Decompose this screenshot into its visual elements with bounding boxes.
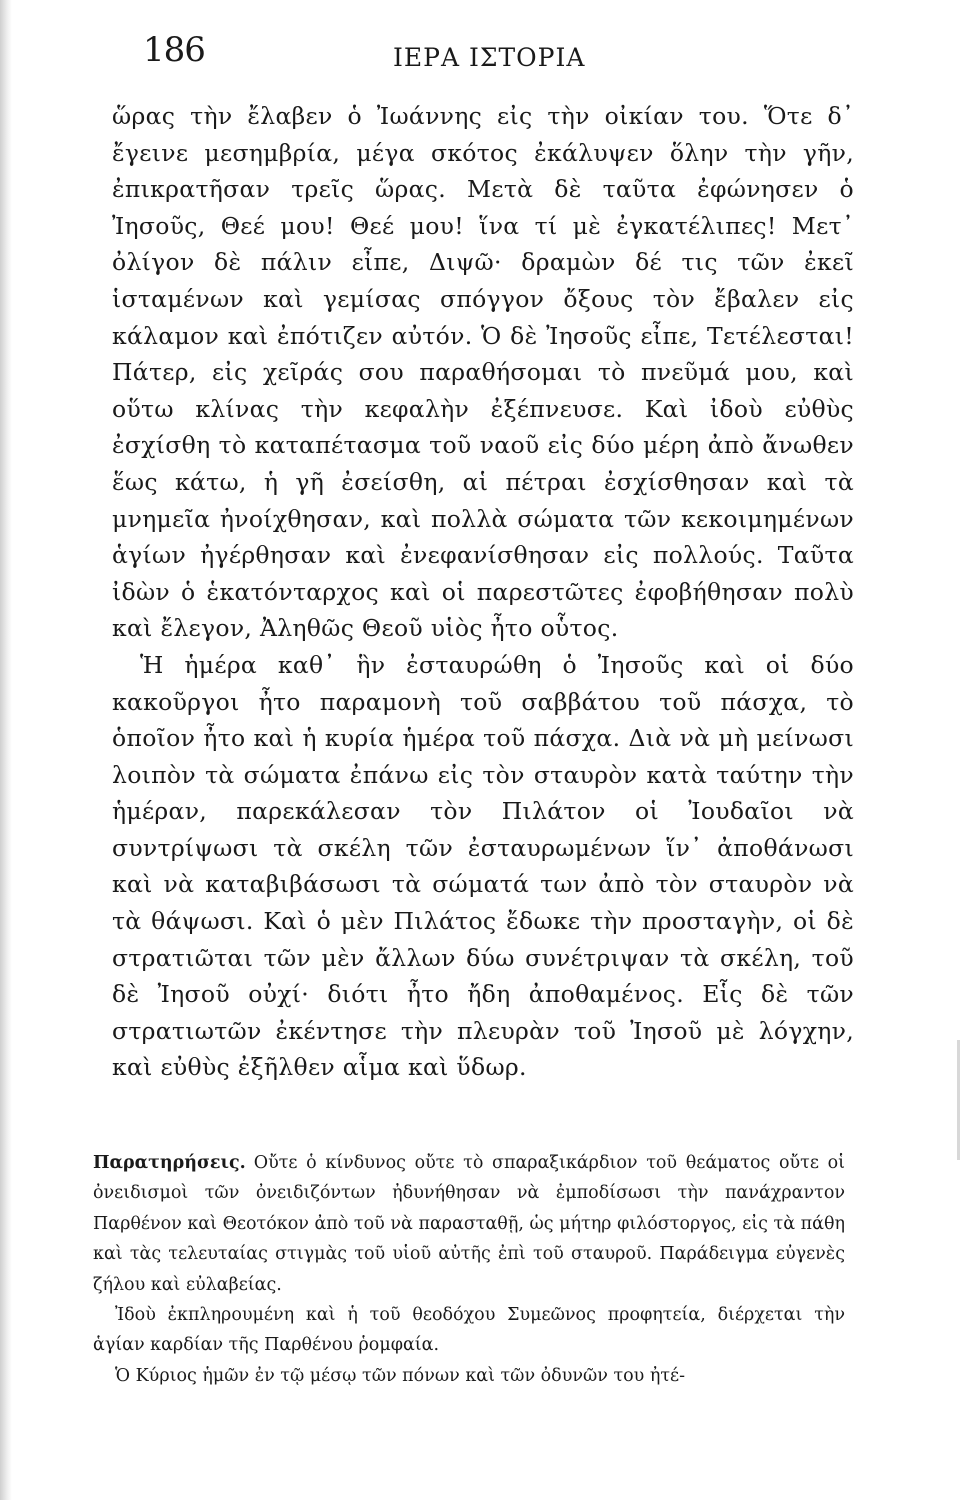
note-paragraph <box>93 1148 845 1300</box>
main-text <box>112 98 854 1086</box>
notes-section <box>93 1148 845 1391</box>
note-text: Οὔτε ὁ κίνδυνος οὔτε τὸ σπαραξικάρδιον τοῦ θεάματος οὔτε οἱ ὀνειδισμοὶ τῶν ὀνειδιζόντων ἠδυνήθησαν νὰ ἐμποδίσωσι τὴν πανάχραντον Παρθένον καὶ Θεοτόκον ἀπὸ τοῦ νὰ παρασταθῇ, ὡς μήτηρ φιλόστοργος, εἰς τὰ πάθη καὶ τὰς τελευταίας στιγμὰς τοῦ υἱοῦ αὐτῆς ἐπὶ τοῦ σταυροῦ. Παράδειγμα εὐγενὲς ζήλου καὶ εὐλαβείας. <box>93 1153 845 1295</box>
running-title: ΙΕΡΑ ΙΣΤΟΡΙΑ <box>393 43 586 72</box>
binding-edge <box>0 0 12 1500</box>
page-number: 186 <box>143 30 205 70</box>
paragraph: Ἡ ἡμέρα καθ᾽ ἣν ἐσταυρώθη ὁ Ἰησοῦς καὶ οἱ δύο κακοῦργοι ἦτο παραμονὴ τοῦ σαββάτου τοῦ πάσχα, τὸ ὁποῖον ἦτο καὶ ἡ κυρία ἡμέρα τοῦ πάσχα. Διὰ νὰ μὴ μείνωσι λοιπὸν τὰ σώματα ἐπάνω εἰς τὸν σταυρὸν κατὰ ταύτην τὴν ἡμέραν, παρεκάλεσαν τὸν Πιλάτον οἱ Ἰουδαῖοι νὰ συντρίψωσι τὰ σκέλη τῶν ἐσταυρωμένων ἵν᾽ ἀποθάνωσι καὶ νὰ καταβιβάσωσι τὰ σώματά των ἀπὸ τὸν σταυρὸν νὰ τὰ θάψωσι. Καὶ ὁ μὲν Πιλάτος ἔδωκε τὴν προσταγὴν, οἱ δὲ στρατιῶται τῶν μὲν ἄλλων δύω συνέτριψαν τὰ σκέλη, τοῦ δὲ Ἰησοῦ οὐχί· διότι ἦτο ἤδη ἀποθαμένος. Εἷς δὲ τῶν στρατιωτῶν ἐκέντησε τὴν πλευρὰν τοῦ Ἰησοῦ μὲ λόγχην, καὶ εὐθὺς ἐξῆλθεν αἷμα καὶ ὕδωρ. <box>112 650 854 1082</box>
note-paragraph: Ἰδοὺ ἐκπληρουμένη καὶ ἡ τοῦ θεοδόχου Συμεῶνος προφητεία, διέρχεται τὴν ἁγίαν καρδίαν τῆς Παρθένου ῥομφαία. <box>93 1305 845 1356</box>
notes-heading: Παρατηρήσεις. <box>93 1153 246 1173</box>
page-edge-mark <box>957 1040 960 1160</box>
paragraph: ὥρας τὴν ἔλαβεν ὁ Ἰωάννης εἰς τὴν οἰκίαν του. Ὅτε δ᾽ ἔγεινε μεσημβρία, μέγα σκότος ἐκάλυψεν ὅλην τὴν γῆν, ἐπικρατῆσαν τρεῖς ὥρας. Μετὰ δὲ ταῦτα ἐφώνησεν ὁ Ἰησοῦς, Θεέ μου! Θεέ μου! ἵνα τί μὲ ἐγκατέλιπες! Μετ᾽ ὀλίγον δὲ πάλιν εἶπε, Διψῶ· δραμὼν δέ τις τῶν ἐκεῖ ἱσταμένων καὶ γεμίσας σπόγγον ὄξους τὸν ἔβαλεν εἰς κάλαμον καὶ ἐπότιζεν αὐτόν. Ὁ δὲ Ἰησοῦς εἶπε, Τετέλεσται! Πάτερ, εἰς χεῖράς σου παραθήσομαι τὸ πνεῦμά μου, καὶ οὕτω κλίνας τὴν κεφαλὴν ἐξέπνευσε. Καὶ ἰδοὺ εὐθὺς ἐσχίσθη τὸ καταπέτασμα τοῦ ναοῦ εἰς δύο μέρη ἀπὸ ἄνωθεν ἕως κάτω, ἡ γῆ ἐσείσθη, αἱ πέτραι ἐσχίσθησαν καὶ τὰ μνημεῖα ἠνοίχθησαν, καὶ πολλὰ σώματα τῶν κεκοιμημένων ἁγίων ἠγέρθησαν καὶ ἐνεφανίσθησαν εἰς πολλούς. Ταῦτα ἰδὼν ὁ ἑκατόνταρχος καὶ οἱ παρεστῶτες ἐφοβήθησαν πολὺ καὶ ἔλεγον, Ἀληθῶς Θεοῦ υἱὸς ἦτο οὗτος. <box>112 102 854 643</box>
note-paragraph: Ὁ Κύριος ἡμῶν ἐν τῷ μέσῳ τῶν πόνων καὶ τῶν ὀδυνῶν του ἠτέ- <box>115 1365 686 1386</box>
